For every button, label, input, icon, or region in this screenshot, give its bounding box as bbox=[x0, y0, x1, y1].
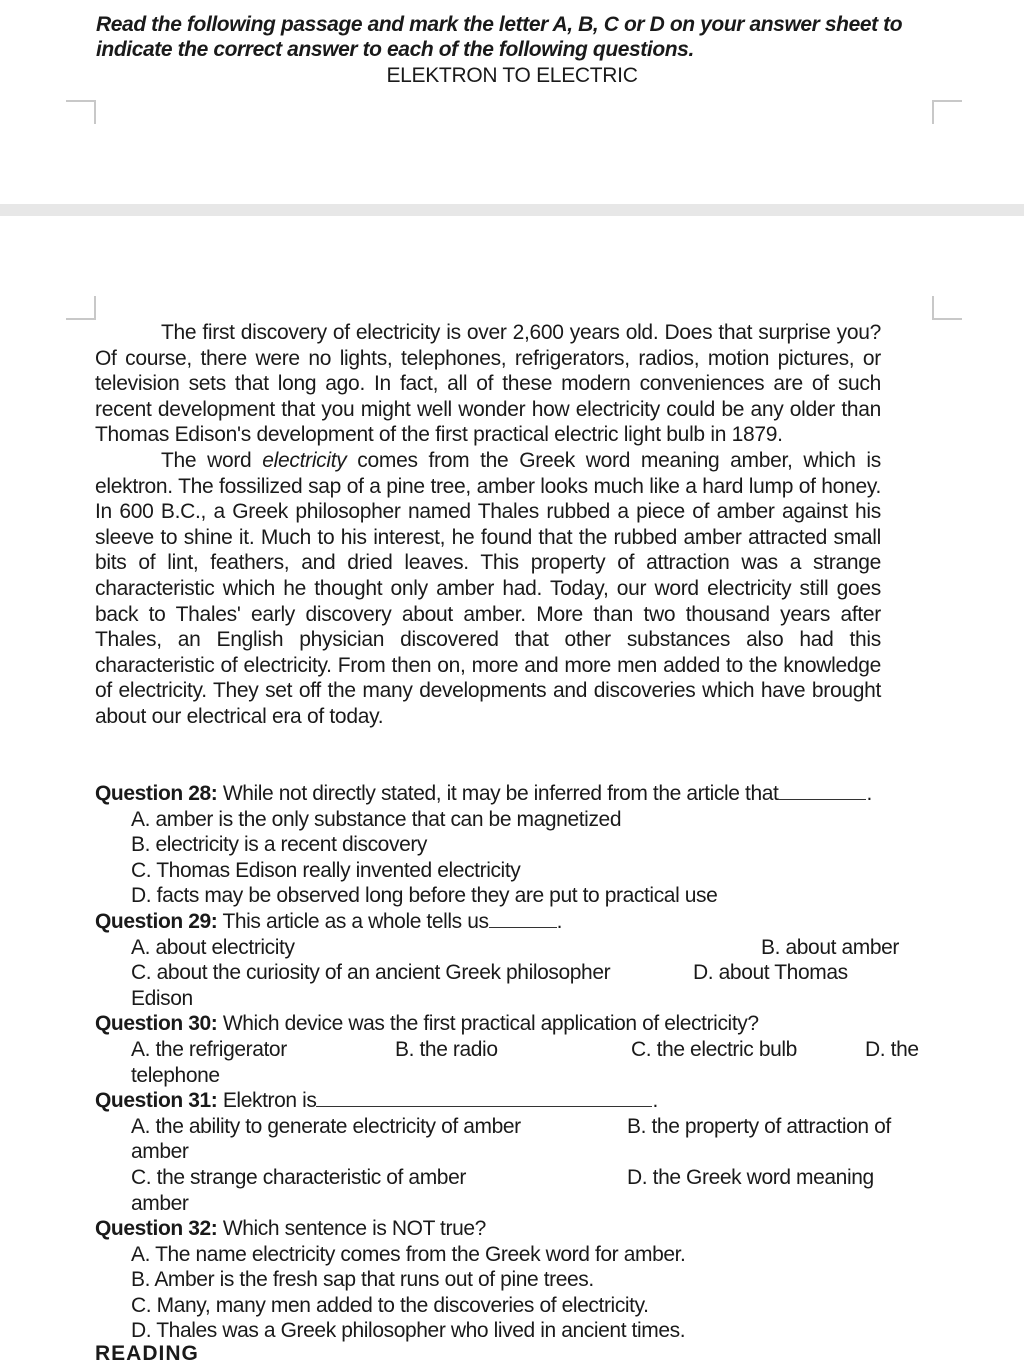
q32-option-c[interactable]: C. Many, many men added to the discoveries of electricity. bbox=[131, 1293, 649, 1317]
passage-paragraph-2 bbox=[95, 448, 881, 730]
italic-term: electricity bbox=[262, 448, 347, 472]
q28-option-b[interactable]: B. electricity is a recent discovery bbox=[131, 833, 428, 857]
question-end: . bbox=[556, 909, 563, 933]
question-32-text: Which sentence is NOT true? bbox=[217, 1217, 486, 1241]
q31-option-c[interactable]: C. the strange characteristic of amber bbox=[131, 1165, 466, 1189]
q30-option-b[interactable]: B. the radio bbox=[395, 1037, 498, 1061]
question-29-label: Question 29: bbox=[95, 909, 218, 933]
q30-row-1 bbox=[131, 1037, 935, 1063]
crop-mark-bottom-left bbox=[66, 296, 96, 320]
question-32-label: Question 32: bbox=[95, 1217, 218, 1241]
q31-option-b-continued: amber bbox=[131, 1140, 189, 1164]
q29-option-d-continued: Edison bbox=[131, 986, 193, 1010]
reading-passage bbox=[95, 320, 881, 730]
question-29 bbox=[95, 909, 935, 935]
crop-mark-top-left bbox=[66, 100, 96, 124]
q32-option-d[interactable]: D. Thales was a Greek philosopher who lived in ancient times. bbox=[131, 1319, 686, 1343]
question-31-label: Question 31: bbox=[95, 1089, 218, 1113]
passage-paragraph-1: The first discovery of electricity is over 2,600 years old. Does that surprise you? Of course, there were no lights, telephones, refrigerators, radios, motion pictures, or television sets that long ago. In fact, all of these modern conveniences are of such recent development that you might well wonder how electricity could be any older than Thomas Edison's development of the first practical electric light bulb in 1879. bbox=[95, 321, 881, 447]
crop-mark-top-right bbox=[932, 100, 962, 124]
answer-blank bbox=[778, 781, 866, 800]
page-break bbox=[0, 204, 1024, 216]
paragraph-2-start: The word bbox=[161, 448, 263, 472]
q30-option-d-continued: telephone bbox=[131, 1063, 220, 1087]
q29-option-b[interactable]: B. about amber bbox=[761, 935, 899, 959]
q29-row-1 bbox=[131, 935, 935, 961]
q30-option-d[interactable]: D. the bbox=[865, 1037, 919, 1061]
q29-option-c[interactable]: C. about the curiosity of an ancient Greek philosopher bbox=[131, 961, 611, 985]
q31-option-d-continued: amber bbox=[131, 1191, 189, 1215]
q28-option-c[interactable]: C. Thomas Edison really invented electricity bbox=[131, 858, 521, 882]
q30-option-a[interactable]: A. the refrigerator bbox=[131, 1037, 287, 1061]
question-29-text: This article as a whole tells us bbox=[217, 909, 489, 933]
answer-blank bbox=[489, 909, 557, 928]
question-end: . bbox=[866, 782, 872, 805]
question-30-text: Which device was the first practical application of electricity? bbox=[217, 1012, 759, 1036]
question-31 bbox=[95, 1088, 935, 1114]
question-30 bbox=[95, 1011, 935, 1037]
q31-option-b[interactable]: B. the property of attraction of bbox=[627, 1114, 891, 1138]
passage-title: ELEKTRON TO ELECTRIC bbox=[386, 64, 638, 87]
q28-option-d[interactable]: D. facts may be observed long before they are put to practical use bbox=[131, 884, 718, 908]
q29-option-a[interactable]: A. about electricity bbox=[131, 935, 295, 959]
crop-mark-bottom-right bbox=[932, 296, 962, 320]
question-28-label: Question 28: bbox=[95, 782, 218, 805]
paragraph-2-rest: comes from the Greek word meaning amber, which is elektron. The fossilized sap of a pine tree, amber looks much like a hard lump of honey. In 600 B.C., a Greek philosopher named Thales rubbed a piece of amber against his sleeve to shine it. Much to his interest, he found that the rubbed amber attracted small bits of lint, feathers, and dried leaves. This property of attraction was a strange characteristic which he thought only amber had. Today, our word electricity still goes back to Thales' early discovery about amber. More than two thousand years after Thales, an English physician discovered that other substances also had this characteristic of electricity. From then on, more and more men added to the knowledge of electricity. They set off the many developments and discoveries which have brought about our electrical era of today. bbox=[95, 448, 881, 728]
question-32 bbox=[95, 1216, 935, 1242]
q29-option-d[interactable]: D. about Thomas bbox=[693, 961, 848, 985]
question-28 bbox=[95, 781, 935, 807]
q31-option-d[interactable]: D. the Greek word meaning bbox=[627, 1165, 874, 1189]
answer-blank bbox=[316, 1088, 652, 1107]
next-section-heading: READING bbox=[95, 1342, 199, 1365]
q31-option-a[interactable]: A. the ability to generate electricity of amber bbox=[131, 1114, 521, 1138]
question-30-label: Question 30: bbox=[95, 1012, 218, 1036]
q30-option-c[interactable]: C. the electric bulb bbox=[631, 1037, 797, 1061]
instructions: Read the following passage and mark the letter A, B, C or D on your answer sheet to indicate the correct answer to each of the following questions. bbox=[96, 13, 903, 61]
q32-option-b[interactable]: B. Amber is the fresh sap that runs out of pine trees. bbox=[131, 1268, 594, 1292]
question-28-text: While not directly stated, it may be inferred from the article that bbox=[217, 782, 779, 805]
q32-option-a[interactable]: A. The name electricity comes from the Greek word for amber. bbox=[131, 1242, 686, 1266]
questions-section bbox=[95, 781, 935, 1344]
q28-option-a[interactable]: A. amber is the only substance that can be magnetized bbox=[131, 807, 622, 831]
question-31-text: Elektron is bbox=[217, 1089, 317, 1113]
question-end: . bbox=[652, 1089, 658, 1113]
q29-row-2 bbox=[131, 960, 935, 986]
q31-row-1 bbox=[131, 1114, 935, 1140]
q31-row-2 bbox=[131, 1165, 935, 1191]
